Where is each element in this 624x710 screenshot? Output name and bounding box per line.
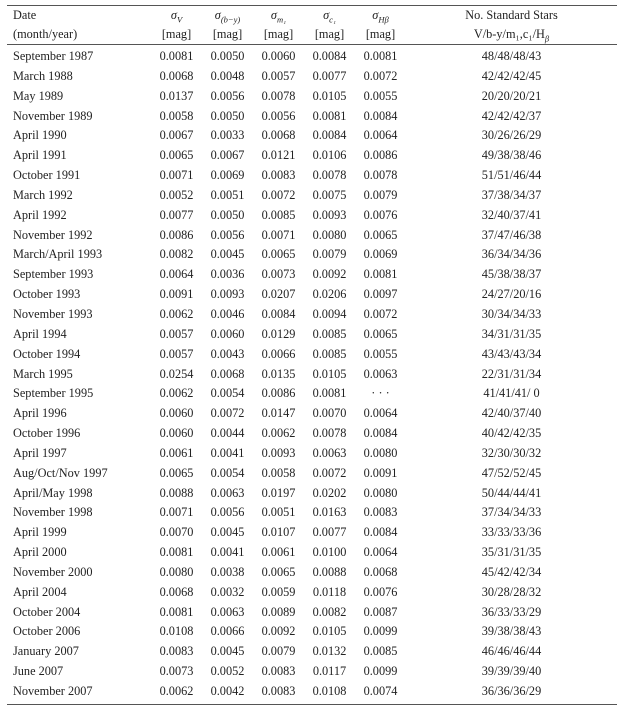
cell-sigma-m1: 0.0084 <box>261 306 296 321</box>
cell-date: January 2007 <box>13 644 79 659</box>
cell-sigma-v: 0.0064 <box>159 267 194 282</box>
cell-date: October 2006 <box>13 624 81 639</box>
cell-standard-stars: 35/31/31/35 <box>481 545 542 560</box>
table-row <box>7 345 617 365</box>
cell-sigma-by: 0.0041 <box>210 545 245 560</box>
cell-sigma-c1: 0.0077 <box>312 525 347 540</box>
table-row <box>7 107 617 127</box>
cell-sigma-m1: 0.0057 <box>261 68 296 83</box>
cell-sigma-m1: 0.0060 <box>261 49 296 63</box>
table-row <box>7 186 617 206</box>
header-sigma-v <box>151 6 202 25</box>
cell-sigma-v: 0.0060 <box>159 426 194 441</box>
cell-sigma-by: 0.0056 <box>210 505 245 520</box>
cell-sigma-v: 0.0081 <box>159 545 194 560</box>
cell-sigma-v: 0.0082 <box>159 247 194 262</box>
cell-date: October 1994 <box>13 346 81 361</box>
sigma-symbol: σ <box>214 8 221 22</box>
cell-sigma-v: 0.0068 <box>159 584 194 599</box>
cell-standard-stars: 30/28/28/32 <box>481 584 542 599</box>
cell-sigma-hbeta: 0.0099 <box>363 624 398 639</box>
cell-sigma-hbeta: 0.0083 <box>363 505 398 520</box>
cell-sigma-hbeta: 0.0091 <box>363 465 398 480</box>
cell-standard-stars: 20/20/20/21 <box>481 88 542 103</box>
sigma-symbol: σ <box>372 8 379 22</box>
cell-standard-stars: 40/42/42/35 <box>481 426 542 441</box>
cell-sigma-by: 0.0093 <box>210 287 245 302</box>
cell-sigma-c1: 0.0105 <box>312 366 347 381</box>
cell-sigma-by: 0.0043 <box>210 346 245 361</box>
cell-sigma-v: 0.0061 <box>159 445 194 460</box>
cell-sigma-by: 0.0066 <box>210 624 245 639</box>
cell-sigma-hbeta: 0.0086 <box>363 148 398 163</box>
header-unit: [mag] <box>151 25 202 45</box>
cell-sigma-by: 0.0063 <box>210 604 245 619</box>
cell-sigma-v: 0.0067 <box>159 128 194 143</box>
cell-sigma-m1: 0.0059 <box>261 584 296 599</box>
table-row <box>7 523 617 543</box>
cell-sigma-v: 0.0052 <box>159 187 194 202</box>
cell-sigma-by: 0.0033 <box>210 128 245 143</box>
cell-sigma-hbeta: · · · <box>371 386 390 401</box>
cell-sigma-hbeta: 0.0063 <box>363 366 398 381</box>
header-row-2 <box>7 25 617 45</box>
header-unit: [mag] <box>202 25 253 45</box>
table-row <box>7 543 617 563</box>
cell-sigma-c1: 0.0077 <box>312 68 347 83</box>
cell-sigma-c1: 0.0070 <box>312 406 347 421</box>
cell-sigma-hbeta: 0.0072 <box>363 306 398 321</box>
cell-sigma-v: 0.0083 <box>159 644 194 659</box>
cell-standard-stars: 34/31/31/35 <box>481 326 542 341</box>
cell-sigma-by: 0.0045 <box>210 644 245 659</box>
cell-sigma-c1: 0.0081 <box>312 108 347 123</box>
stars-bands-label: V/b-y/m₁,c₁/H <box>473 27 545 41</box>
sigma-subscript: c₁ <box>329 14 336 25</box>
cell-sigma-v: 0.0088 <box>159 485 194 500</box>
cell-sigma-by: 0.0048 <box>210 68 245 83</box>
cell-sigma-by: 0.0045 <box>210 247 245 262</box>
table-row <box>7 404 617 424</box>
cell-date: October 1991 <box>13 168 81 183</box>
cell-standard-stars: 51/51/46/44 <box>481 168 542 183</box>
cell-date: November 2007 <box>13 684 93 698</box>
cell-sigma-m1: 0.0135 <box>261 366 296 381</box>
table-row <box>7 365 617 385</box>
cell-sigma-c1: 0.0088 <box>312 564 347 579</box>
table-row <box>7 444 617 464</box>
table-row <box>7 464 617 484</box>
cell-sigma-hbeta: 0.0072 <box>363 68 398 83</box>
cell-sigma-c1: 0.0079 <box>312 247 347 262</box>
cell-sigma-v: 0.0065 <box>159 148 194 163</box>
cell-sigma-v: 0.0071 <box>159 505 194 520</box>
cell-sigma-v: 0.0057 <box>159 326 194 341</box>
cell-sigma-m1: 0.0072 <box>261 187 296 202</box>
cell-sigma-v: 0.0108 <box>159 624 194 639</box>
table-row <box>7 682 617 702</box>
cell-sigma-m1: 0.0051 <box>261 505 296 520</box>
sigma-subscript: V <box>176 14 183 25</box>
cell-date: March/April 1993 <box>13 247 103 262</box>
cell-sigma-m1: 0.0065 <box>261 564 296 579</box>
cell-sigma-c1: 0.0094 <box>312 306 347 321</box>
cell-sigma-m1: 0.0079 <box>261 644 296 659</box>
cell-date: September 1993 <box>13 267 94 282</box>
cell-sigma-hbeta: 0.0087 <box>363 604 398 619</box>
cell-sigma-v: 0.0077 <box>159 207 194 222</box>
cell-sigma-v: 0.0086 <box>159 227 194 242</box>
cell-sigma-v: 0.0081 <box>159 49 194 63</box>
table-row <box>7 265 617 285</box>
cell-sigma-m1: 0.0147 <box>261 406 296 421</box>
table-row <box>7 563 617 583</box>
table-row <box>7 583 617 603</box>
cell-sigma-m1: 0.0092 <box>261 624 296 639</box>
cell-date: April 1994 <box>13 326 67 341</box>
cell-sigma-v: 0.0070 <box>159 525 194 540</box>
cell-sigma-m1: 0.0086 <box>261 386 296 401</box>
cell-sigma-hbeta: 0.0069 <box>363 247 398 262</box>
cell-sigma-c1: 0.0082 <box>312 604 347 619</box>
cell-sigma-hbeta: 0.0084 <box>363 426 398 441</box>
cell-standard-stars: 22/31/31/34 <box>481 366 542 381</box>
cell-sigma-v: 0.0080 <box>159 564 194 579</box>
cell-sigma-c1: 0.0202 <box>312 485 347 500</box>
cell-sigma-hbeta: 0.0080 <box>363 485 398 500</box>
cell-date: April 2000 <box>13 545 67 560</box>
cell-sigma-by: 0.0042 <box>210 684 245 698</box>
cell-standard-stars: 45/42/42/34 <box>481 564 542 579</box>
cell-sigma-by: 0.0032 <box>210 584 245 599</box>
cell-sigma-c1: 0.0084 <box>312 49 347 63</box>
cell-sigma-by: 0.0069 <box>210 168 245 183</box>
table-row <box>7 126 617 146</box>
table-row <box>7 503 617 523</box>
cell-sigma-m1: 0.0061 <box>261 545 296 560</box>
cell-sigma-hbeta: 0.0068 <box>363 564 398 579</box>
cell-sigma-hbeta: 0.0065 <box>363 326 398 341</box>
table-row <box>7 603 617 623</box>
cell-sigma-by: 0.0050 <box>210 49 245 63</box>
table-row <box>7 305 617 325</box>
cell-sigma-m1: 0.0121 <box>261 148 296 163</box>
sigma-symbol: σ <box>323 8 330 22</box>
cell-standard-stars: 33/33/33/36 <box>481 525 542 540</box>
cell-standard-stars: 45/38/38/37 <box>481 267 542 282</box>
cell-sigma-by: 0.0067 <box>210 148 245 163</box>
cell-sigma-by: 0.0056 <box>210 88 245 103</box>
cell-sigma-c1: 0.0132 <box>312 644 347 659</box>
cell-date: March 1988 <box>13 68 73 83</box>
cell-standard-stars: 37/47/46/38 <box>481 227 542 242</box>
cell-sigma-c1: 0.0118 <box>312 584 347 599</box>
cell-sigma-by: 0.0046 <box>210 306 245 321</box>
header-unit: [mag] <box>355 25 406 45</box>
cell-standard-stars: 32/30/30/32 <box>481 445 542 460</box>
cell-sigma-c1: 0.0075 <box>312 187 347 202</box>
cell-sigma-hbeta: 0.0064 <box>363 128 398 143</box>
table-row <box>7 424 617 444</box>
cell-sigma-c1: 0.0105 <box>312 624 347 639</box>
cell-standard-stars: 46/46/46/44 <box>481 644 542 659</box>
cell-sigma-c1: 0.0108 <box>312 684 347 698</box>
cell-sigma-c1: 0.0078 <box>312 168 347 183</box>
photometric-errors-table-container <box>7 5 617 705</box>
header-unit: [mag] <box>304 25 355 45</box>
cell-sigma-by: 0.0045 <box>210 525 245 540</box>
cell-date: October 1993 <box>13 287 81 302</box>
cell-sigma-m1: 0.0129 <box>261 326 296 341</box>
header-date-unit: (month/year) <box>7 25 151 45</box>
cell-sigma-m1: 0.0078 <box>261 88 296 103</box>
cell-sigma-by: 0.0056 <box>210 227 245 242</box>
sigma-symbol: σ <box>170 8 177 22</box>
cell-sigma-c1: 0.0085 <box>312 326 347 341</box>
cell-sigma-hbeta: 0.0074 <box>363 684 398 698</box>
cell-standard-stars: 49/38/38/46 <box>481 148 542 163</box>
header-stars: No. Standard Stars <box>465 8 558 22</box>
cell-sigma-c1: 0.0078 <box>312 426 347 441</box>
cell-sigma-hbeta: 0.0099 <box>363 664 398 679</box>
cell-standard-stars: 50/44/44/41 <box>481 485 542 500</box>
cell-date: March 1992 <box>13 187 73 202</box>
cell-sigma-hbeta: 0.0076 <box>363 584 398 599</box>
cell-sigma-by: 0.0050 <box>210 108 245 123</box>
cell-standard-stars: 37/38/34/37 <box>481 187 542 202</box>
cell-standard-stars: 41/41/41/ 0 <box>483 386 540 401</box>
cell-sigma-m1: 0.0085 <box>261 207 296 222</box>
cell-sigma-m1: 0.0056 <box>261 108 296 123</box>
cell-sigma-m1: 0.0066 <box>261 346 296 361</box>
cell-standard-stars: 42/42/42/45 <box>481 68 542 83</box>
cell-sigma-c1: 0.0105 <box>312 88 347 103</box>
cell-date: April/May 1998 <box>13 485 93 500</box>
header-unit: [mag] <box>253 25 304 45</box>
cell-date: November 2000 <box>13 564 93 579</box>
cell-date: April 1992 <box>13 207 67 222</box>
cell-sigma-m1: 0.0068 <box>261 128 296 143</box>
cell-date: October 1996 <box>13 426 81 441</box>
cell-date: April 1990 <box>13 128 67 143</box>
cell-sigma-c1: 0.0106 <box>312 148 347 163</box>
cell-sigma-by: 0.0054 <box>210 465 245 480</box>
cell-standard-stars: 36/33/33/29 <box>481 604 542 619</box>
cell-sigma-c1: 0.0081 <box>312 386 347 401</box>
cell-sigma-m1: 0.0071 <box>261 227 296 242</box>
cell-sigma-c1: 0.0117 <box>312 664 347 679</box>
cell-sigma-by: 0.0038 <box>210 564 245 579</box>
sigma-symbol: σ <box>270 8 277 22</box>
cell-sigma-c1: 0.0163 <box>312 505 347 520</box>
cell-sigma-by: 0.0044 <box>210 426 245 441</box>
cell-sigma-hbeta: 0.0078 <box>363 168 398 183</box>
cell-sigma-v: 0.0081 <box>159 604 194 619</box>
cell-sigma-by: 0.0051 <box>210 187 245 202</box>
cell-sigma-v: 0.0062 <box>159 684 194 698</box>
cell-sigma-hbeta: 0.0055 <box>363 88 398 103</box>
cell-standard-stars: 30/26/26/29 <box>481 128 542 143</box>
cell-sigma-by: 0.0054 <box>210 386 245 401</box>
cell-sigma-c1: 0.0072 <box>312 465 347 480</box>
cell-sigma-c1: 0.0080 <box>312 227 347 242</box>
table-row <box>7 245 617 265</box>
cell-date: June 2007 <box>13 664 64 679</box>
cell-sigma-hbeta: 0.0055 <box>363 346 398 361</box>
table-row <box>7 642 617 662</box>
cell-sigma-v: 0.0068 <box>159 68 194 83</box>
cell-sigma-by: 0.0036 <box>210 267 245 282</box>
cell-standard-stars: 39/39/39/40 <box>481 664 542 679</box>
cell-sigma-by: 0.0068 <box>210 366 245 381</box>
cell-standard-stars: 36/36/36/29 <box>481 684 542 698</box>
cell-sigma-v: 0.0062 <box>159 306 194 321</box>
table-row <box>7 325 617 345</box>
header-sigma-by <box>202 6 253 25</box>
table-row <box>7 384 617 404</box>
cell-sigma-hbeta: 0.0064 <box>363 406 398 421</box>
cell-date: April 1997 <box>13 445 67 460</box>
table-row <box>7 166 617 186</box>
header-row-1 <box>7 6 617 25</box>
cell-date: Aug/Oct/Nov 1997 <box>13 465 108 480</box>
cell-sigma-hbeta: 0.0085 <box>363 644 398 659</box>
cell-sigma-c1: 0.0100 <box>312 545 347 560</box>
cell-sigma-v: 0.0060 <box>159 406 194 421</box>
cell-standard-stars: 42/42/42/37 <box>481 108 542 123</box>
bottom-rule <box>7 704 617 705</box>
cell-sigma-hbeta: 0.0084 <box>363 525 398 540</box>
cell-sigma-m1: 0.0083 <box>261 664 296 679</box>
cell-sigma-v: 0.0254 <box>159 366 194 381</box>
cell-sigma-v: 0.0137 <box>159 88 194 103</box>
table-row <box>7 146 617 166</box>
cell-sigma-hbeta: 0.0064 <box>363 545 398 560</box>
cell-sigma-m1: 0.0062 <box>261 426 296 441</box>
cell-date: March 1995 <box>13 366 73 381</box>
cell-sigma-hbeta: 0.0076 <box>363 207 398 222</box>
cell-date: May 1989 <box>13 88 64 103</box>
cell-standard-stars: 43/43/43/34 <box>481 346 542 361</box>
cell-date: April 1996 <box>13 406 67 421</box>
table-row <box>7 662 617 682</box>
header-sigma-hbeta <box>355 6 406 25</box>
cell-sigma-hbeta: 0.0080 <box>363 445 398 460</box>
cell-sigma-m1: 0.0058 <box>261 465 296 480</box>
cell-standard-stars: 32/40/37/41 <box>481 207 542 222</box>
table-row <box>7 67 617 87</box>
cell-sigma-c1: 0.0063 <box>312 445 347 460</box>
cell-sigma-m1: 0.0107 <box>261 525 296 540</box>
cell-sigma-by: 0.0052 <box>210 664 245 679</box>
cell-sigma-by: 0.0050 <box>210 207 245 222</box>
cell-sigma-v: 0.0058 <box>159 108 194 123</box>
cell-standard-stars: 37/34/34/33 <box>481 505 542 520</box>
table-row <box>7 285 617 305</box>
cell-sigma-c1: 0.0206 <box>312 287 347 302</box>
cell-date: November 1989 <box>13 108 93 123</box>
cell-date: November 1993 <box>13 306 93 321</box>
cell-sigma-c1: 0.0085 <box>312 346 347 361</box>
table-body <box>7 45 617 702</box>
table-row <box>7 206 617 226</box>
cell-sigma-m1: 0.0093 <box>261 445 296 460</box>
photometric-errors-table <box>7 6 617 702</box>
cell-sigma-v: 0.0071 <box>159 168 194 183</box>
cell-sigma-c1: 0.0092 <box>312 267 347 282</box>
cell-date: October 2004 <box>13 604 81 619</box>
cell-date: November 1998 <box>13 505 93 520</box>
cell-sigma-m1: 0.0197 <box>261 485 296 500</box>
cell-standard-stars: 24/27/20/16 <box>481 287 542 302</box>
cell-standard-stars: 36/34/34/36 <box>481 247 542 262</box>
cell-sigma-m1: 0.0083 <box>261 168 296 183</box>
header-stars-bands <box>406 25 617 45</box>
cell-standard-stars: 48/48/48/43 <box>481 49 542 63</box>
table-row <box>7 622 617 642</box>
cell-standard-stars: 39/38/38/43 <box>481 624 542 639</box>
cell-sigma-by: 0.0060 <box>210 326 245 341</box>
cell-sigma-v: 0.0065 <box>159 465 194 480</box>
header-sigma-m1 <box>253 6 304 25</box>
cell-sigma-v: 0.0057 <box>159 346 194 361</box>
cell-sigma-hbeta: 0.0081 <box>363 49 398 63</box>
cell-standard-stars: 47/52/52/45 <box>481 465 542 480</box>
stars-bands-subscript: β <box>544 33 550 44</box>
sigma-subscript: m₁ <box>276 14 287 25</box>
table-row <box>7 45 617 67</box>
header-sigma-c1 <box>304 6 355 25</box>
cell-date: September 1987 <box>13 49 94 63</box>
cell-date: April 1991 <box>13 148 67 163</box>
table-row <box>7 484 617 504</box>
cell-sigma-hbeta: 0.0079 <box>363 187 398 202</box>
cell-date: April 1999 <box>13 525 67 540</box>
cell-date: September 1995 <box>13 386 94 401</box>
cell-sigma-m1: 0.0207 <box>261 287 296 302</box>
cell-standard-stars: 42/40/37/40 <box>481 406 542 421</box>
cell-sigma-c1: 0.0093 <box>312 207 347 222</box>
cell-sigma-v: 0.0073 <box>159 664 194 679</box>
cell-sigma-hbeta: 0.0084 <box>363 108 398 123</box>
cell-sigma-by: 0.0041 <box>210 445 245 460</box>
cell-date: November 1992 <box>13 227 93 242</box>
cell-sigma-m1: 0.0065 <box>261 247 296 262</box>
cell-sigma-hbeta: 0.0065 <box>363 227 398 242</box>
cell-sigma-c1: 0.0084 <box>312 128 347 143</box>
cell-date: April 2004 <box>13 584 67 599</box>
sigma-subscript: (b−y) <box>220 14 241 25</box>
table-row <box>7 87 617 107</box>
cell-sigma-hbeta: 0.0097 <box>363 287 398 302</box>
cell-sigma-m1: 0.0073 <box>261 267 296 282</box>
cell-sigma-hbeta: 0.0081 <box>363 267 398 282</box>
cell-sigma-m1: 0.0083 <box>261 684 296 698</box>
table-row <box>7 226 617 246</box>
cell-sigma-m1: 0.0089 <box>261 604 296 619</box>
cell-standard-stars: 30/34/34/33 <box>481 306 542 321</box>
cell-sigma-by: 0.0063 <box>210 485 245 500</box>
header-date: Date <box>13 8 37 22</box>
cell-sigma-by: 0.0072 <box>210 406 245 421</box>
cell-sigma-v: 0.0062 <box>159 386 194 401</box>
cell-sigma-v: 0.0091 <box>159 287 194 302</box>
sigma-subscript: Hβ <box>378 14 389 25</box>
